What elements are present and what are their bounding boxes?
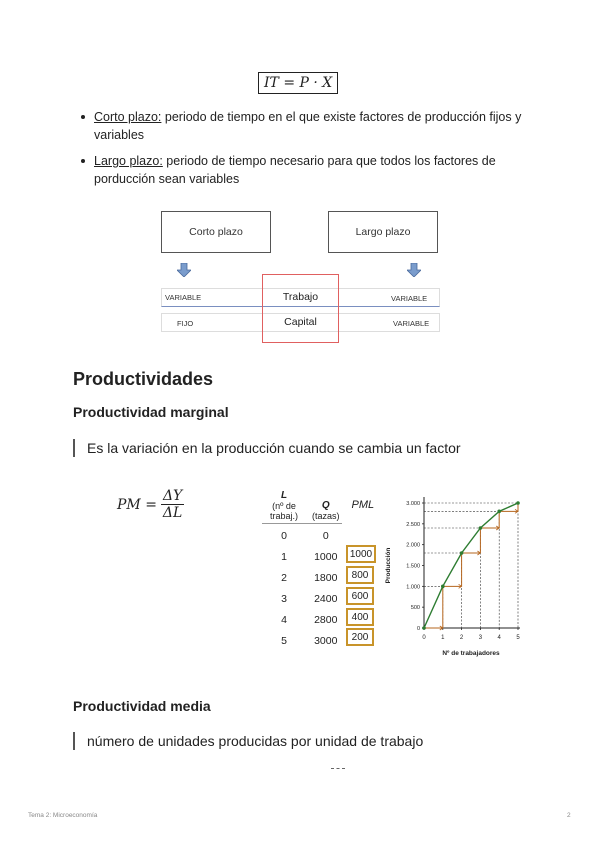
y-tick-label: 500	[410, 605, 420, 612]
center-row1-label: Trabajo	[282, 291, 319, 303]
data-point	[460, 551, 464, 555]
bullet-term: Corto plazo:	[94, 110, 162, 124]
production-chart	[380, 492, 530, 662]
pml-value: 600	[346, 587, 374, 605]
col-pml-header: PML	[351, 499, 375, 511]
y-tick-label: 0	[416, 626, 420, 632]
data-point	[422, 626, 426, 630]
x-tick-label: 3	[478, 635, 483, 641]
marginal-definition-quote: Es la variación en la producción cuando se cambia un factor	[73, 439, 461, 457]
table-row: 4 2800	[281, 613, 338, 626]
y-tick-label: 3.000	[406, 501, 420, 507]
section-title: Productividades	[73, 369, 214, 389]
short-term-box: Corto plazo	[161, 211, 271, 253]
data-point	[479, 526, 483, 530]
pml-value: 200	[346, 628, 374, 646]
table-row: 3 2400	[281, 592, 338, 605]
media-definition-quote: número de unidades producidas por unidad de trabajo	[73, 732, 423, 750]
plazo-definitions	[78, 108, 528, 196]
dash-mark	[331, 768, 345, 769]
left-row2-label: FIJO	[177, 319, 194, 328]
subsection-media-title: Productividad media	[73, 698, 211, 714]
col-q-header: Q (tazas)	[312, 500, 340, 521]
x-tick-label: 5	[516, 635, 520, 641]
right-row2-label: VARIABLE	[393, 319, 430, 328]
table-row: 1 1000	[281, 550, 338, 563]
data-point	[516, 501, 520, 505]
bullet-short-term	[78, 108, 528, 144]
data-point	[441, 585, 445, 589]
production-line	[424, 503, 518, 628]
y-tick-label: 2.000	[406, 542, 420, 549]
left-row1-label: VARIABLE	[165, 293, 202, 302]
footer-left: Tema 2: Microeconomía	[28, 812, 98, 819]
bullet-text: periodo de tiempo en el que existe factores de producción fijos y variables	[94, 110, 522, 142]
x-axis-label: Nº de trabajadores	[442, 650, 500, 657]
x-tick-label: 2	[459, 635, 464, 641]
it-formula: IT = P · X	[258, 72, 338, 94]
y-tick-label: 2.500	[406, 521, 420, 528]
subsection-marginal-title: Productividad marginal	[73, 404, 229, 420]
bullet-text: periodo de tiempo necesario para que todos los factores de porducción sean variables	[94, 154, 496, 186]
pml-value: 800	[346, 566, 374, 584]
table-row: 2 1800	[281, 571, 338, 584]
col-l-header: L (nº de trabaj.)	[269, 490, 298, 521]
y-axis-label: Producción	[385, 547, 392, 584]
y-tick-label: 1.500	[406, 563, 420, 570]
bullet-term: Largo plazo:	[94, 154, 163, 168]
x-tick-label: 4	[497, 635, 501, 641]
right-row1-label: VARIABLE	[391, 294, 428, 303]
pml-value: 400	[346, 608, 374, 626]
table-row: 0 0	[281, 529, 329, 542]
center-row2-label: Capital	[284, 316, 317, 328]
y-tick-label: 1.000	[406, 584, 420, 591]
x-tick-label: 0	[422, 635, 426, 641]
long-term-box: Largo plazo	[328, 211, 438, 253]
pml-value: 1000	[346, 545, 376, 563]
table-row: 5 3000	[281, 634, 338, 647]
pm-formula-numerator: ΔY	[162, 488, 183, 504]
data-point	[497, 510, 501, 514]
footer-page-number: 2	[567, 812, 571, 819]
pm-formula-lhs: PM =	[117, 496, 157, 513]
down-arrow-icon	[177, 263, 191, 277]
pm-formula	[117, 488, 184, 521]
down-arrow-icon	[407, 263, 421, 277]
pm-formula-denominator: ΔL	[162, 505, 183, 521]
x-tick-label: 1	[441, 635, 445, 641]
bullet-long-term	[78, 152, 528, 188]
center-highlight-box	[262, 274, 339, 343]
